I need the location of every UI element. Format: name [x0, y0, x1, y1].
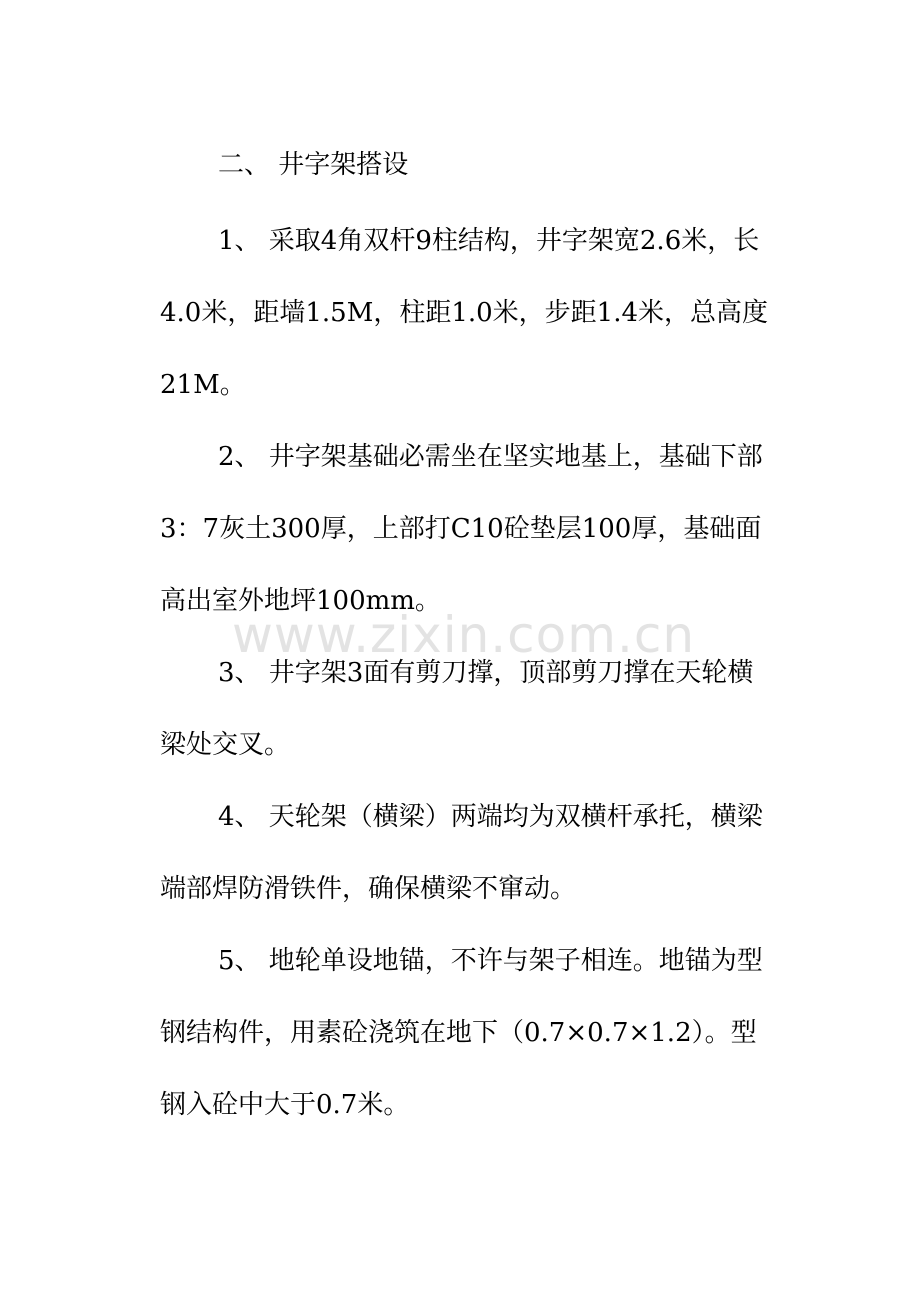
- section-heading: 二、 井字架搭设: [218, 150, 409, 180]
- paragraph-3: 3、 井字架3面有剪刀撑，顶部剪刀撑在天轮横梁处交叉。: [160, 658, 754, 760]
- watermark: www.zixin.com.cn: [232, 606, 696, 664]
- paragraph-4: 4、 天轮架（横梁）两端均为双横杆承托，横梁端部焊防滑铁件，确保横梁不窜动。: [160, 802, 763, 904]
- paragraph-1: 1、 采取4角双杆9柱结构，井字架宽2.6米，长4.0米，距墙1.5M，柱距1.0米，步距1.4米，总高度21M。: [160, 226, 769, 400]
- paragraph-5: 5、 地轮单设地锚，不许与架子相连。地锚为型钢结构件，用素砼浇筑在地下（0.7×0.7×1.2）。型钢入砼中大于0.7米。: [160, 946, 763, 1120]
- paragraph-2: 2、 井字架基础必需坐在坚实地基上，基础下部3：7灰土300厚，上部打C10砼垫层100厚，基础面高出室外地坪100mm。: [160, 442, 763, 616]
